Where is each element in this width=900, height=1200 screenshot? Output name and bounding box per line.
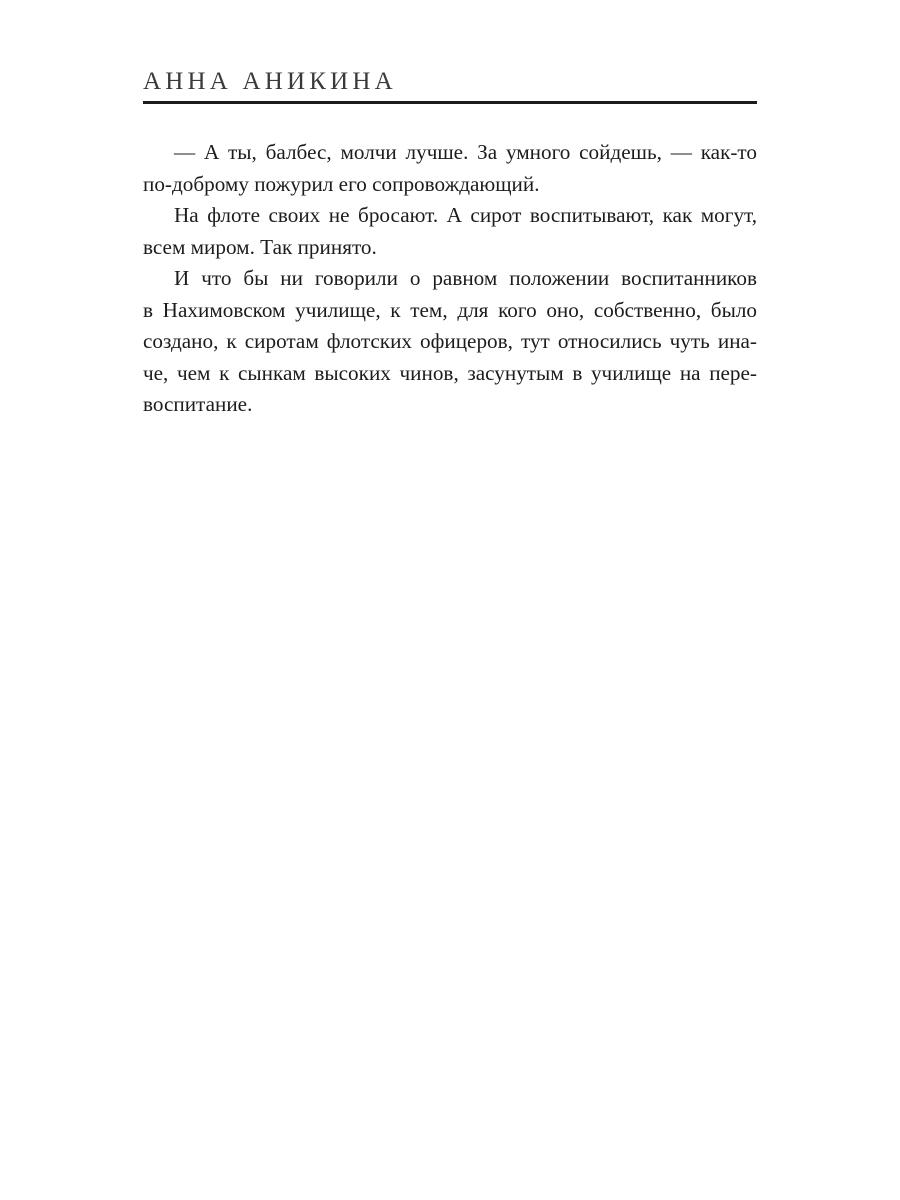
text-line: создано, к сиротам флотских офицеров, тут относились чуть ина- [143, 329, 757, 353]
header-rule [143, 101, 757, 104]
text-line: воспитание. [143, 392, 253, 416]
page-header [143, 64, 757, 104]
text-line: — А ты, балбес, молчи лучше. За умного сойдешь, — как-то [174, 140, 757, 164]
text-line: На флоте своих не бросают. А сирот воспитывают, как могут, [174, 203, 757, 227]
text-line: всем миром. Так принято. [143, 234, 377, 259]
text-line: по-доброму пожурил его сопровождающий. [143, 171, 540, 196]
running-head-author: АННА АНИКИНА [143, 68, 397, 95]
paragraph [143, 200, 757, 263]
paragraph [143, 137, 757, 200]
text-line: че, чем к сынкам высоких чинов, засунутым в училище на пере- [143, 360, 757, 385]
body-text [143, 137, 757, 421]
paragraph [143, 263, 757, 421]
text-line: в Нахимовском училище, к тем, для кого оно, собственно, было [143, 297, 757, 322]
text-line: И что бы ни говорили о равном положении воспитанников [174, 266, 757, 290]
